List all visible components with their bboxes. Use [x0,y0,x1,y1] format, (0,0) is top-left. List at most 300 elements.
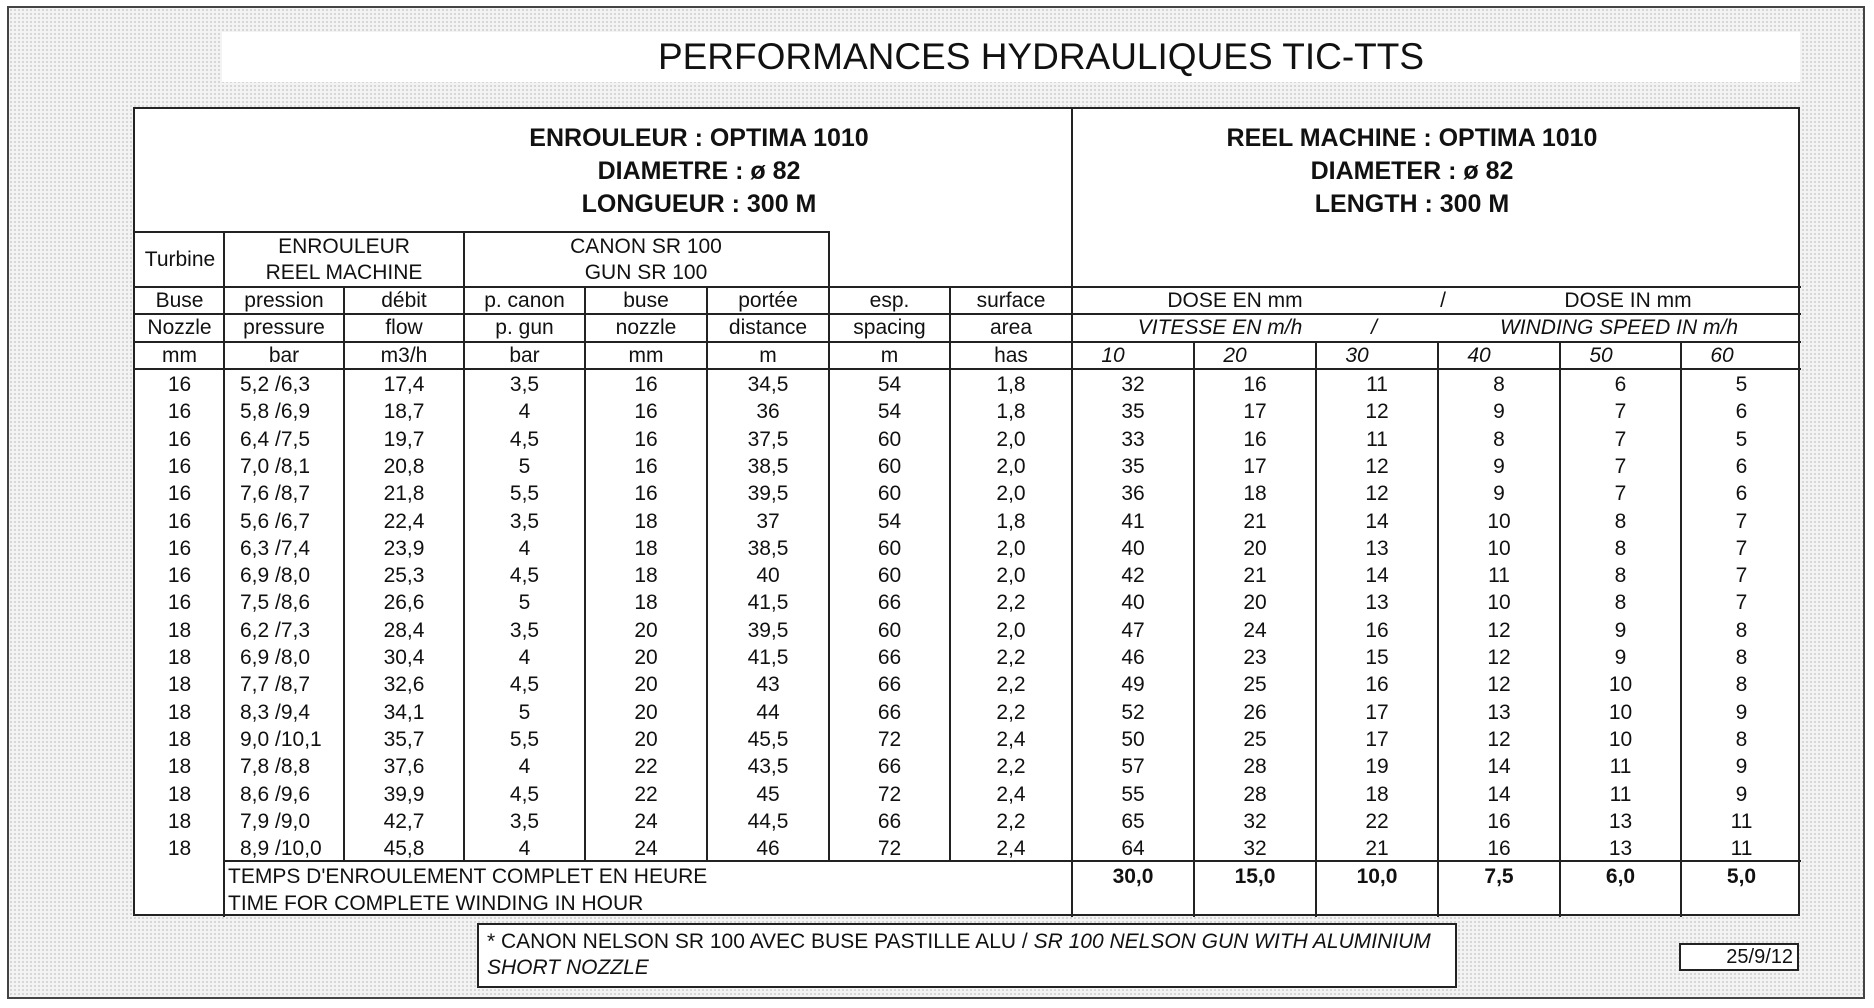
winding-time: 5,0 [1726,865,1757,888]
cell: 28 [1243,755,1267,779]
cell: 20 [1243,591,1267,615]
cell: 6 [1735,400,1748,424]
speed-label-en: WINDING SPEED IN m/h [1499,316,1739,339]
speed-value: 60 [1710,344,1734,367]
cell: 14 [1365,564,1389,588]
cell: 16 [634,482,658,506]
cell: 9 [1493,482,1505,506]
cell: 20 [634,618,658,642]
cell: 12 [1365,400,1389,424]
col-label-en: Nozzle [147,316,212,339]
rule-col-4 [584,286,586,860]
cell: 60 [877,618,902,642]
cell: 8 [1735,673,1748,697]
footnote [477,923,1457,988]
cell: 2,4 [996,782,1026,806]
cell: 20 [634,727,658,751]
cell-pressure: 7,6 /8,7 [240,482,311,506]
cell: 7 [1735,509,1748,533]
cell: 38,5 [747,454,789,478]
rule-data-top [134,368,1801,370]
col-label-fr: débit [381,289,427,312]
cell: 22 [1365,809,1389,833]
cell: 17 [1365,700,1389,724]
col-label-fr: portée [738,289,798,312]
cell: 23 [1243,646,1267,669]
cell: 45,8 [383,837,425,861]
cell: 16 [167,400,192,424]
cell: 25 [1243,727,1267,751]
cell: 16 [167,482,192,506]
cell-pressure: 5,8 /6,9 [240,400,311,424]
rule-dose-col-4 [1559,341,1561,917]
cell: 16 [1487,809,1511,833]
cell: 11 [1366,373,1388,396]
cell: 54 [877,373,902,396]
cell: 6 [1614,373,1627,396]
header-fr-line3: LONGUEUR : 300 M [581,190,817,218]
cell: 7 [1614,454,1627,478]
cell: 21 [1243,509,1267,533]
col-unit: bar [509,344,540,367]
cell: 19 [1365,755,1389,779]
winding-time: 10,0 [1356,865,1398,888]
cell: 37,5 [747,427,789,451]
cell: 39,9 [383,782,425,806]
cell: 16 [167,454,192,478]
cell: 23,9 [383,536,425,560]
cell: 18 [167,755,192,779]
cell: 22,4 [383,509,425,533]
cell: 16 [167,509,192,533]
cell: 39,5 [747,618,789,642]
group-canon-en: GUN SR 100 [584,261,708,284]
cell: 10 [1487,509,1511,533]
cell: 8 [1735,618,1748,642]
cell: 7 [1614,427,1627,451]
cell: 18 [1365,782,1389,806]
cell: 9 [1614,646,1627,669]
cell: 9 [1735,700,1748,724]
date-stamp [1679,943,1799,971]
cell: 17 [1365,727,1389,751]
cell: 2,2 [996,673,1026,697]
col-label-fr: p. canon [484,289,565,312]
cell: 18,7 [383,400,425,424]
cell: 4,5 [509,782,540,806]
cell: 7 [1735,564,1748,588]
col-unit: m3/h [380,344,428,367]
cell: 16 [1487,837,1511,861]
cell-pressure: 5,2 /6,3 [240,373,311,396]
cell: 16 [167,536,192,560]
cell: 4 [518,536,531,560]
cell: 60 [877,536,902,560]
cell: 9 [1735,755,1748,779]
col-label-fr: surface [976,289,1046,312]
cell-pressure: 9,0 /10,1 [240,727,322,751]
group-turbine: Turbine [144,248,216,271]
cell: 4 [518,400,531,424]
group-enrouleur-fr: ENROULEUR [278,235,410,258]
cell: 2,0 [996,454,1026,478]
cell: 18 [167,700,192,724]
cell: 32 [1243,809,1267,833]
cell: 66 [877,755,902,779]
col-unit: bar [268,344,300,367]
cell: 4 [518,646,531,669]
cell: 18 [634,509,658,533]
cell: 16 [1243,373,1267,396]
dose-label-fr: DOSE EN mm [1167,289,1303,312]
cell: 24 [634,809,658,833]
footnote-fr: * CANON NELSON SR 100 AVEC BUSE PASTILLE ALU / [487,930,1034,953]
cell: 30,4 [383,646,425,669]
cell: 13 [1365,591,1389,615]
cell: 60 [877,427,902,451]
header-en-line3: LENGTH : 300 M [1314,190,1510,218]
cell: 2,0 [996,564,1026,588]
rule-col-5 [706,286,708,860]
cell: 2,0 [996,618,1026,642]
cell: 28 [1243,782,1267,806]
cell: 41,5 [747,646,789,669]
cell: 2,2 [996,809,1026,833]
cell: 11 [1609,755,1632,779]
cell: 60 [877,454,902,478]
header-en-line2: DIAMETER : ø 82 [1310,157,1514,185]
rule-label-top [134,286,1801,288]
dose-label-sep: / [1440,289,1446,312]
cell: 35 [1121,454,1145,478]
cell: 11 [1488,564,1510,588]
cell: 49 [1121,673,1145,697]
cell: 64 [1121,837,1145,861]
cell: 16 [634,400,658,424]
speed-value: 30 [1345,344,1369,367]
cell: 3,5 [509,809,540,833]
cell: 66 [877,809,902,833]
cell: 46 [756,837,780,861]
cell: 41,5 [747,591,789,615]
cell: 44 [756,700,780,724]
cell: 8 [1614,591,1627,615]
cell: 21,8 [383,482,425,506]
date-text: 25/9/12 [1726,946,1793,968]
cell: 33 [1121,427,1145,451]
header-fr-line2: DIAMETRE : ø 82 [597,157,801,185]
cell: 13 [1487,700,1511,724]
col-label-en: area [989,316,1033,339]
cell: 11 [1366,427,1388,451]
rule-col-1 [223,231,225,917]
cell: 46 [1121,646,1145,669]
cell: 4 [518,837,531,861]
cell: 17,4 [383,373,425,396]
group-canon-fr: CANON SR 100 [570,235,722,258]
cell: 52 [1121,700,1145,724]
cell-pressure: 7,8 /8,8 [240,755,311,779]
rule-col-3 [463,231,465,860]
rule-dose-col-2 [1315,341,1317,917]
cell: 35 [1121,400,1145,424]
cell: 7 [1614,400,1627,424]
cell: 8 [1614,509,1627,533]
cell: 8 [1735,646,1748,669]
cell: 11 [1730,837,1753,861]
cell: 15 [1365,646,1389,669]
cell: 16 [167,564,192,588]
page-title-text: PERFORMANCES HYDRAULIQUES TIC-TTS [657,36,1425,77]
cell: 10 [1608,700,1633,724]
cell: 28,4 [383,618,425,642]
cell: 35,7 [383,727,425,751]
speed-label-sep: / [1371,316,1377,339]
cell: 47 [1121,618,1145,642]
cell: 2,2 [996,591,1026,615]
cell: 42,7 [383,809,425,833]
winding-time: 6,0 [1605,865,1636,888]
cell: 2,2 [996,755,1026,779]
cell: 2,2 [996,700,1026,724]
col-label-en: distance [728,316,808,339]
cell: 25 [1243,673,1267,697]
cell: 5 [1735,427,1748,451]
cell: 13 [1608,837,1633,861]
rule-center [1071,108,1073,917]
cell: 5 [518,454,531,478]
speed-label-fr: VITESSE EN m/h [1137,316,1303,339]
cell: 12 [1365,482,1389,506]
cell: 19,7 [383,427,425,451]
cell: 16 [1243,427,1267,451]
cell: 3,5 [509,373,540,396]
cell-pressure: 6,9 /8,0 [240,646,311,669]
cell: 20 [634,700,658,724]
cell: 2,4 [996,837,1026,861]
cell: 4,5 [509,564,540,588]
performance-table [133,107,1800,916]
cell-pressure: 7,9 /9,0 [240,809,311,833]
cell: 12 [1487,727,1511,751]
cell: 14 [1365,509,1389,533]
cell: 18 [167,618,192,642]
cell: 2,0 [996,536,1026,560]
cell: 7 [1614,482,1627,506]
cell: 72 [877,837,902,861]
cell: 40 [1121,536,1145,560]
cell: 44,5 [747,809,789,833]
cell: 2,2 [996,646,1026,669]
cell: 41 [1121,509,1145,533]
col-label-en: p. gun [495,316,554,339]
cell: 16 [1365,618,1389,642]
cell: 45 [756,782,780,806]
cell: 16 [1365,673,1389,697]
header-en-line1: REEL MACHINE : OPTIMA 1010 [1226,124,1598,152]
cell: 14 [1487,755,1511,779]
cell: 37,6 [383,755,425,779]
cell: 26 [1243,700,1267,724]
cell: 57 [1121,755,1145,779]
cell: 17 [1243,454,1267,478]
cell: 22 [634,782,658,806]
cell: 17 [1243,400,1267,424]
col-label-en: pressure [243,316,325,339]
cell-pressure: 7,7 /8,7 [240,673,311,697]
cell: 13 [1365,536,1389,560]
cell: 45,5 [747,727,789,751]
cell: 2,0 [996,427,1026,451]
cell-pressure: 8,6 /9,6 [240,782,311,806]
cell: 18 [167,782,192,806]
header-fr-line1: ENROULEUR : OPTIMA 1010 [529,124,869,152]
cell: 1,8 [996,400,1026,424]
cell: 39,5 [747,482,789,506]
cell: 2,0 [996,482,1026,506]
cell: 10 [1608,727,1633,751]
cell: 20,8 [383,454,425,478]
cell: 3,5 [509,618,540,642]
cell: 21 [1243,564,1267,588]
speed-value: 40 [1467,344,1491,367]
col-unit: has [994,344,1028,367]
cell: 18 [167,646,192,669]
rule-col-2 [343,286,345,860]
cell: 66 [877,646,902,669]
cell: 12 [1487,646,1511,669]
cell: 32 [1243,837,1267,861]
cell: 10 [1487,591,1511,615]
cell-pressure: 8,9 /10,0 [240,837,322,861]
rule-col-7 [949,286,951,860]
cell-pressure: 5,6 /6,7 [240,509,311,533]
cell: 20 [634,673,658,697]
rule-dose-col-3 [1437,341,1439,917]
cell: 20 [634,646,658,669]
col-label-en: flow [385,316,423,339]
cell: 25,3 [383,564,425,588]
page-title [222,32,1800,82]
cell: 8 [1493,427,1505,451]
rule-label-mid [134,313,1801,315]
cell: 24 [634,837,658,861]
cell: 11 [1609,782,1632,806]
cell: 72 [877,782,902,806]
cell-pressure: 6,2 /7,3 [240,618,311,642]
col-label-fr: esp. [869,289,910,312]
cell: 18 [634,564,658,588]
cell: 72 [877,727,902,751]
cell: 20 [1243,536,1267,560]
cell: 40 [1121,591,1145,615]
rule-col-6 [828,231,830,860]
group-enrouleur-en: REEL MACHINE [265,261,423,284]
cell: 32,6 [383,673,425,697]
speed-value: 10 [1101,344,1125,367]
cell: 36 [756,400,780,424]
col-unit: m [880,344,899,367]
cell: 18 [167,673,192,697]
cell-pressure: 7,0 /8,1 [240,454,311,478]
cell: 9 [1614,618,1627,642]
cell: 5 [1735,373,1748,396]
cell: 16 [634,427,658,451]
winding-time: 30,0 [1112,865,1154,888]
cell: 8 [1614,536,1627,560]
cell: 12 [1487,673,1511,697]
cell: 66 [877,591,902,615]
cell: 54 [877,400,902,424]
cell-pressure: 8,3 /9,4 [240,700,311,724]
cell: 9 [1493,454,1505,478]
cell: 66 [877,673,902,697]
cell: 5,5 [509,727,540,751]
cell: 21 [1365,837,1389,861]
cell: 38,5 [747,536,789,560]
cell: 4,5 [509,427,540,451]
cell: 8 [1735,727,1748,751]
cell: 66 [877,700,902,724]
col-label-en: nozzle [615,316,677,339]
footnote-en: SR 100 NELSON GUN WITH ALUMINIUM SHORT NOZZLE [487,930,1431,979]
winding-time: 7,5 [1484,865,1514,888]
cell-pressure: 7,5 /8,6 [240,591,311,615]
cell: 55 [1121,782,1145,806]
cell: 18 [634,536,658,560]
cell-pressure: 6,3 /7,4 [240,536,311,560]
cell: 32 [1121,373,1145,396]
cell: 7 [1735,591,1748,615]
cell: 3,5 [509,509,540,533]
cell: 16 [634,454,658,478]
cell: 37 [756,509,780,533]
col-unit: mm [628,344,664,367]
cell: 11 [1730,809,1753,833]
col-unit: mm [162,344,197,367]
speed-value: 50 [1589,344,1613,367]
cell: 12 [1365,454,1389,478]
cell: 10 [1608,673,1633,697]
cell: 24 [1243,618,1267,642]
cell: 54 [877,509,902,533]
cell: 5,5 [509,482,540,506]
dose-label-en: DOSE IN mm [1564,289,1692,312]
cell: 18 [1243,482,1267,506]
cell: 18 [167,727,192,751]
cell: 42 [1121,564,1145,588]
cell: 60 [877,482,902,506]
rule-units-top [134,341,1801,343]
cell: 6 [1735,454,1748,478]
cell: 16 [167,373,192,396]
cell: 34,1 [383,700,425,724]
cell: 50 [1121,727,1145,751]
cell: 9 [1735,782,1748,806]
cell-pressure: 6,9 /8,0 [240,564,311,588]
cell: 18 [634,591,658,615]
cell: 36 [1121,482,1145,506]
footer-label-fr: TEMPS D'ENROULEMENT COMPLET EN HEURE [228,865,708,888]
footer-label-en: TIME FOR COMPLETE WINDING IN HOUR [228,892,644,915]
cell: 8 [1493,373,1505,396]
cell: 16 [167,591,192,615]
cell: 12 [1487,618,1511,642]
cell: 4 [518,755,531,779]
cell: 1,8 [996,373,1026,396]
cell: 22 [634,755,658,779]
cell: 4,5 [509,673,540,697]
